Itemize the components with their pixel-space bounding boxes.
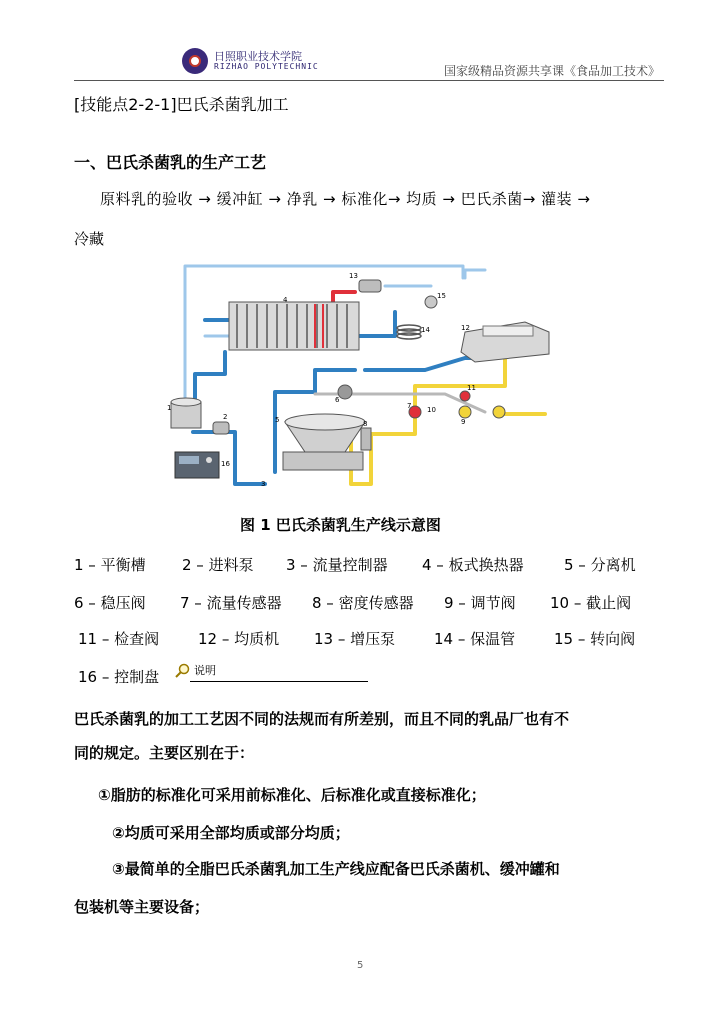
school-name-cn: 日照职业技术学院 [214, 50, 302, 63]
holding-tube [397, 325, 421, 339]
legend-item: 3 – 流量控制器 [286, 556, 388, 574]
svg-text:6: 6 [335, 396, 340, 404]
pipe-hold [355, 312, 395, 336]
legend-item: 9 – 调节阀 [444, 594, 516, 612]
svg-text:11: 11 [467, 384, 476, 392]
balance-tank [171, 398, 201, 428]
booster-pump [359, 280, 381, 292]
svg-text:16: 16 [221, 460, 230, 468]
legend-row-2 [74, 592, 664, 614]
svg-text:5: 5 [275, 416, 280, 424]
svg-text:1: 1 [167, 404, 172, 412]
svg-text:2: 2 [223, 413, 228, 421]
process-flow-line2: 冷藏 [74, 230, 105, 248]
constant-pressure-valve [338, 385, 352, 399]
svg-text:4: 4 [283, 296, 288, 304]
plate-heat-exchanger [229, 302, 359, 350]
legend-item: 12 – 均质机 [198, 630, 280, 648]
pipe-feed [195, 352, 225, 404]
school-emblem-icon [182, 48, 208, 74]
paragraph-line: ③最简单的全脂巴氏杀菌乳加工生产线应配备巴氏杀菌机、缓冲罐和 [112, 860, 560, 878]
legend-row-4 [74, 666, 664, 688]
skill-point-heading: [技能点2-2-1]巴氏杀菌乳加工 [74, 95, 289, 114]
shut-off-valve [493, 406, 505, 418]
legend-item: 10 – 截止阀 [550, 594, 632, 612]
comment-label[interactable]: 说明 [194, 664, 216, 677]
pipe-top-right [465, 270, 485, 278]
comment-underline [190, 681, 368, 682]
regulating-valve [459, 406, 471, 418]
control-panel [175, 452, 219, 478]
legend-row-3 [74, 628, 664, 650]
paragraph-line: 同的规定。主要区别在于： [74, 744, 255, 762]
check-valve [460, 391, 470, 401]
svg-text:8: 8 [363, 420, 368, 428]
section-title: 一、巴氏杀菌乳的生产工艺 [74, 153, 267, 172]
legend-item: 4 – 板式换热器 [422, 556, 524, 574]
legend-item: 1 – 平衡槽 [74, 556, 146, 574]
svg-text:14: 14 [421, 326, 430, 334]
legend-item: 16 – 控制盘 [78, 668, 160, 686]
process-flow-line1: 原料乳的验收 → 缓冲缸 → 净乳 → 标准化→ 均质 → 巴氏杀菌→ 灌装 → [100, 190, 591, 208]
paragraph-line: 包装机等主要设备； [74, 898, 210, 916]
legend-row-1 [74, 554, 664, 576]
school-name-en: RIZHAO POLYTECHNIC [214, 62, 319, 71]
page-number: 5 [357, 960, 364, 971]
svg-text:3: 3 [261, 480, 266, 488]
paragraph-line: 巴氏杀菌乳的加工工艺因不同的法规而有所差别，而且不同的乳品厂也有不 [74, 710, 570, 728]
legend-item: 14 – 保温管 [434, 630, 516, 648]
svg-text:12: 12 [461, 324, 470, 332]
page-header [74, 44, 664, 81]
svg-text:10: 10 [427, 406, 436, 414]
legend-item: 13 – 增压泵 [314, 630, 396, 648]
school-logo [182, 48, 382, 76]
paragraph-line: ①脂肪的标准化可采用前标准化、后标准化或直接标准化； [98, 786, 486, 804]
course-title: 国家级精品资源共享课《食品加工技术》 [443, 64, 660, 78]
svg-text:9: 9 [461, 418, 466, 426]
svg-text:15: 15 [437, 292, 446, 300]
production-line-diagram [165, 262, 567, 494]
legend-item: 7 – 流量传感器 [180, 594, 282, 612]
paragraph-line: ②均质可采用全部均质或部分均质； [112, 824, 350, 842]
legend-item: 11 – 检查阀 [78, 630, 160, 648]
density-transmitter [361, 428, 371, 450]
legend-item: 15 – 转向阀 [554, 630, 636, 648]
legend-item: 2 – 进料泵 [182, 556, 254, 574]
diversion-valve [425, 296, 437, 308]
figure-caption: 图 1 巴氏杀菌乳生产线示意图 [240, 516, 441, 534]
legend-item: 5 – 分离机 [564, 556, 636, 574]
feed-pump [213, 422, 229, 434]
svg-text:13: 13 [349, 272, 358, 280]
homogenizer [461, 322, 549, 362]
svg-text:7: 7 [407, 402, 412, 410]
pipe-sep-in [225, 432, 265, 484]
comment-magnifier-icon[interactable] [174, 663, 190, 679]
legend-item: 6 – 稳压阀 [74, 594, 146, 612]
legend-item: 8 – 密度传感器 [312, 594, 414, 612]
